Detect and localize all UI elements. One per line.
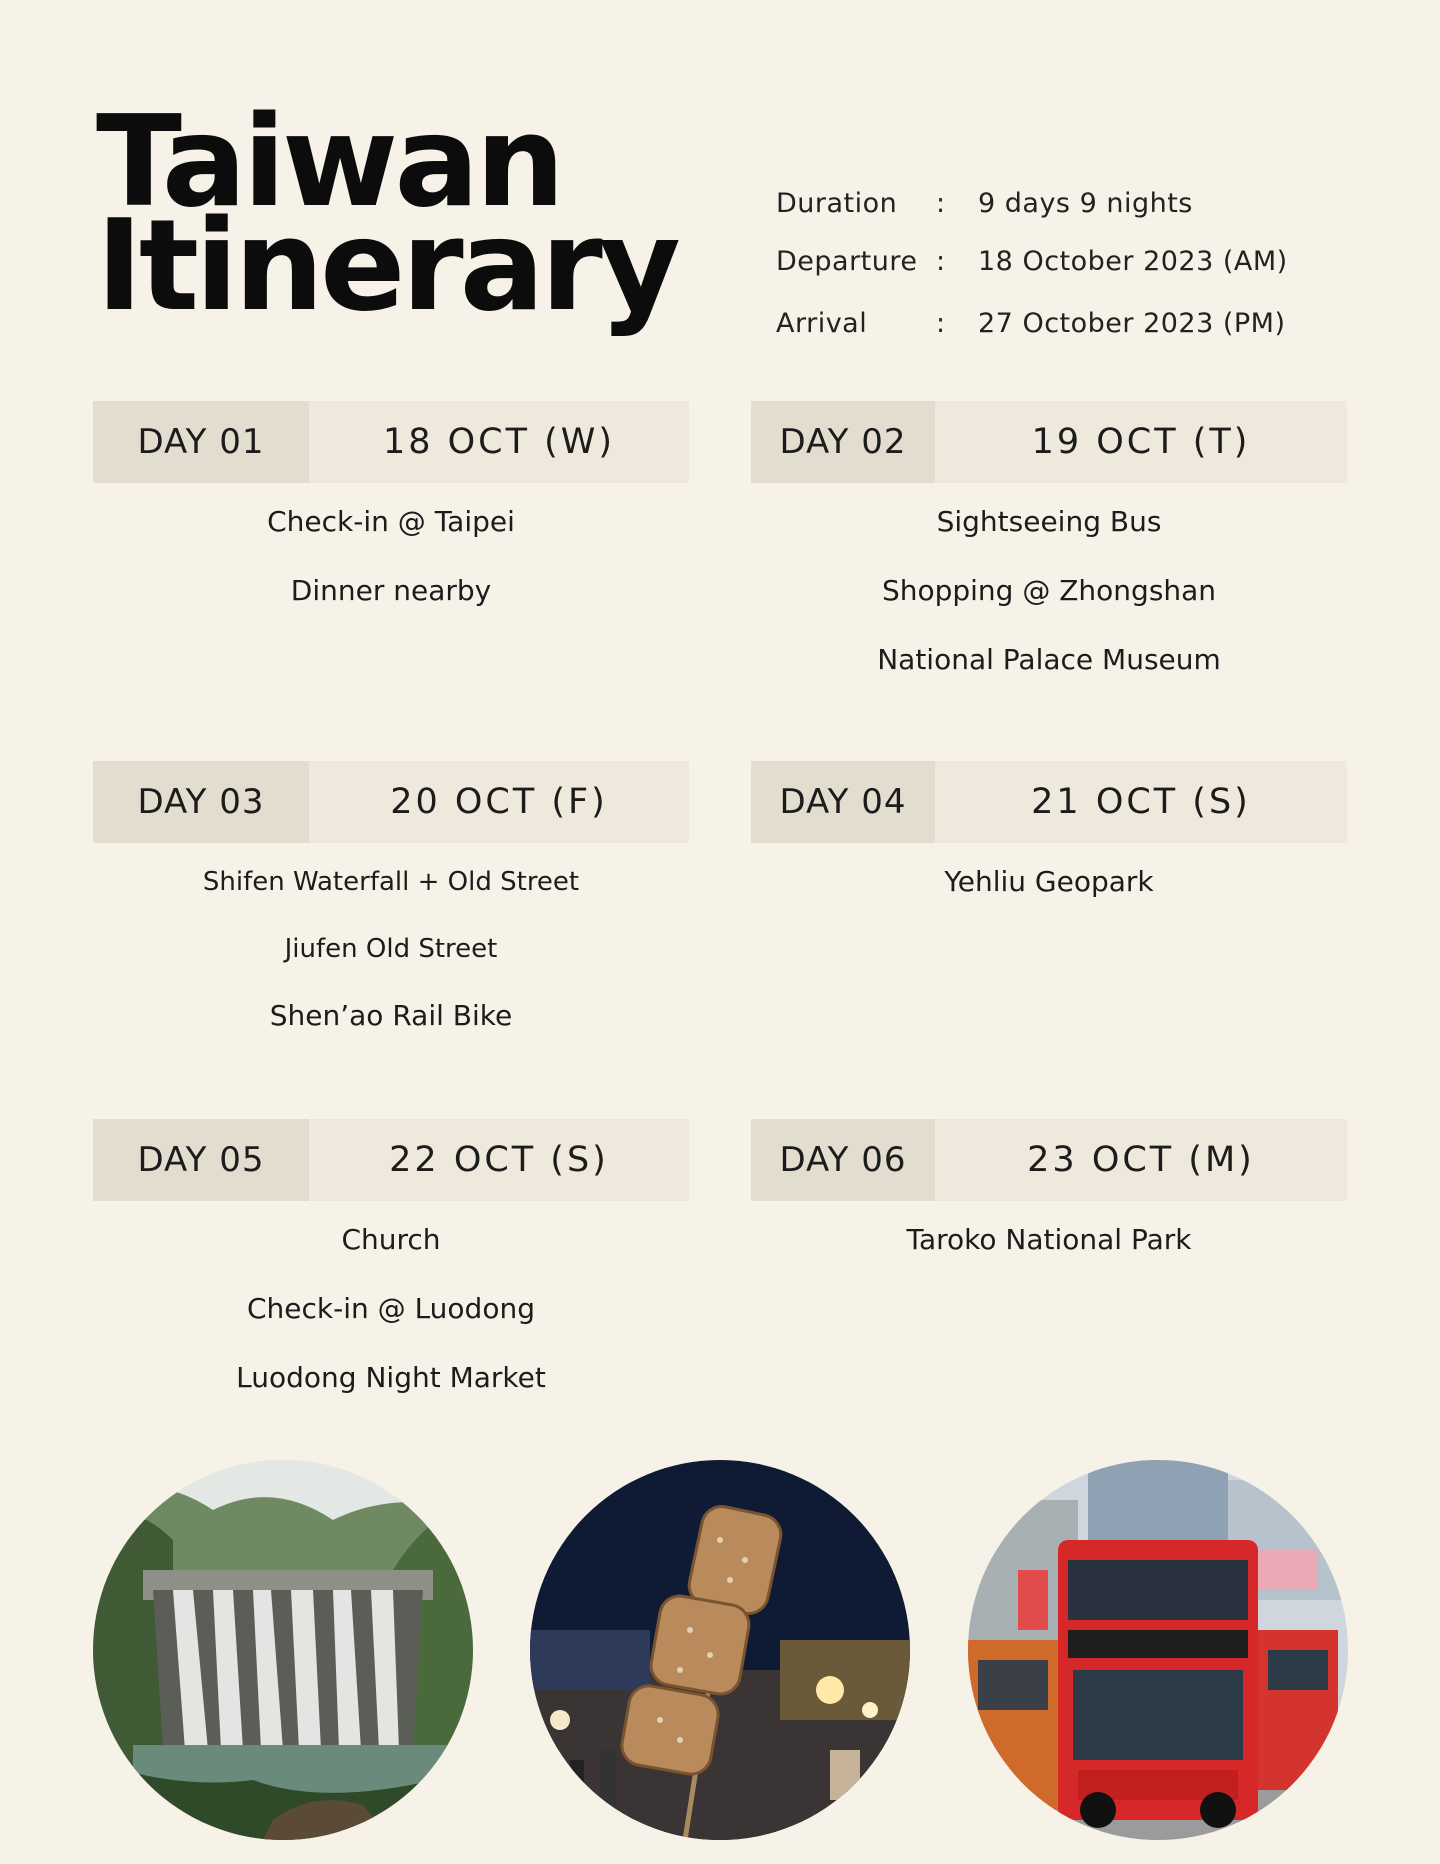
bus-image bbox=[968, 1460, 1348, 1840]
day-activities bbox=[751, 483, 1347, 677]
day-activities bbox=[751, 843, 1347, 899]
activity-item: Check-in @ Taipei bbox=[267, 505, 515, 538]
day-header bbox=[93, 761, 689, 843]
day-header bbox=[93, 1119, 689, 1201]
info-colon: : bbox=[936, 307, 946, 339]
info-value: 9 days 9 nights bbox=[978, 187, 1193, 219]
activity-item: Check-in @ Luodong bbox=[247, 1292, 535, 1325]
info-label: Arrival bbox=[776, 307, 868, 339]
day-number: DAY 05 bbox=[93, 1119, 309, 1201]
info-row-departure bbox=[776, 230, 1288, 292]
day-activities bbox=[93, 843, 689, 1033]
activity-item: Shen’ao Rail Bike bbox=[269, 999, 513, 1032]
day-activities bbox=[93, 483, 689, 608]
day-block-05 bbox=[93, 1119, 689, 1430]
activity-item: National Palace Museum bbox=[877, 643, 1221, 676]
activity-item: Taroko National Park bbox=[906, 1223, 1192, 1256]
day-header bbox=[751, 401, 1347, 483]
day-date: 19 OCT (T) bbox=[935, 401, 1347, 483]
day-block-02 bbox=[751, 401, 1347, 712]
info-row-arrival bbox=[776, 292, 1288, 354]
day-date: 23 OCT (M) bbox=[935, 1119, 1347, 1201]
day-block-04 bbox=[751, 761, 1347, 934]
day-activities bbox=[751, 1201, 1347, 1257]
day-block-03 bbox=[93, 761, 689, 1066]
waterfall-image bbox=[93, 1460, 473, 1840]
day-block-01 bbox=[93, 401, 689, 643]
activity-item: Church bbox=[341, 1223, 441, 1256]
day-number: DAY 03 bbox=[93, 761, 309, 843]
day-number: DAY 02 bbox=[751, 401, 935, 483]
info-colon: : bbox=[936, 245, 946, 277]
title-line-2: Itinerary bbox=[96, 192, 677, 339]
activity-item: Shifen Waterfall + Old Street bbox=[202, 867, 580, 897]
sightseeing-bus-photo bbox=[968, 1460, 1348, 1840]
activity-item: Luodong Night Market bbox=[236, 1361, 546, 1394]
day-header bbox=[751, 1119, 1347, 1201]
title-line-1: Taiwan bbox=[96, 88, 562, 235]
activity-item: Shopping @ Zhongshan bbox=[881, 574, 1217, 607]
day-number: DAY 04 bbox=[751, 761, 935, 843]
waterfall-photo bbox=[93, 1460, 473, 1840]
day-header bbox=[93, 401, 689, 483]
day-number: DAY 06 bbox=[751, 1119, 935, 1201]
activity-item: Yehliu Geopark bbox=[944, 865, 1154, 898]
day-date: 22 OCT (S) bbox=[309, 1119, 689, 1201]
night-market-food-photo bbox=[530, 1460, 910, 1840]
day-block-06 bbox=[751, 1119, 1347, 1292]
day-number: DAY 01 bbox=[93, 401, 309, 483]
info-colon: : bbox=[936, 187, 946, 219]
trip-info bbox=[776, 176, 1288, 354]
info-row-duration bbox=[776, 176, 1288, 230]
day-date: 21 OCT (S) bbox=[935, 761, 1347, 843]
info-value: 27 October 2023 (PM) bbox=[978, 307, 1286, 339]
day-header bbox=[751, 761, 1347, 843]
day-date: 18 OCT (W) bbox=[309, 401, 689, 483]
day-date: 20 OCT (F) bbox=[309, 761, 689, 843]
activity-item: Sightseeing Bus bbox=[936, 505, 1162, 538]
activity-item: Jiufen Old Street bbox=[284, 934, 498, 964]
info-label: Duration bbox=[776, 187, 898, 219]
activity-item: Dinner nearby bbox=[290, 574, 492, 607]
info-value: 18 October 2023 (AM) bbox=[978, 245, 1288, 277]
info-label: Departure bbox=[776, 245, 918, 277]
day-activities bbox=[93, 1201, 689, 1395]
night-market-image bbox=[530, 1460, 910, 1840]
page-title bbox=[96, 88, 677, 339]
